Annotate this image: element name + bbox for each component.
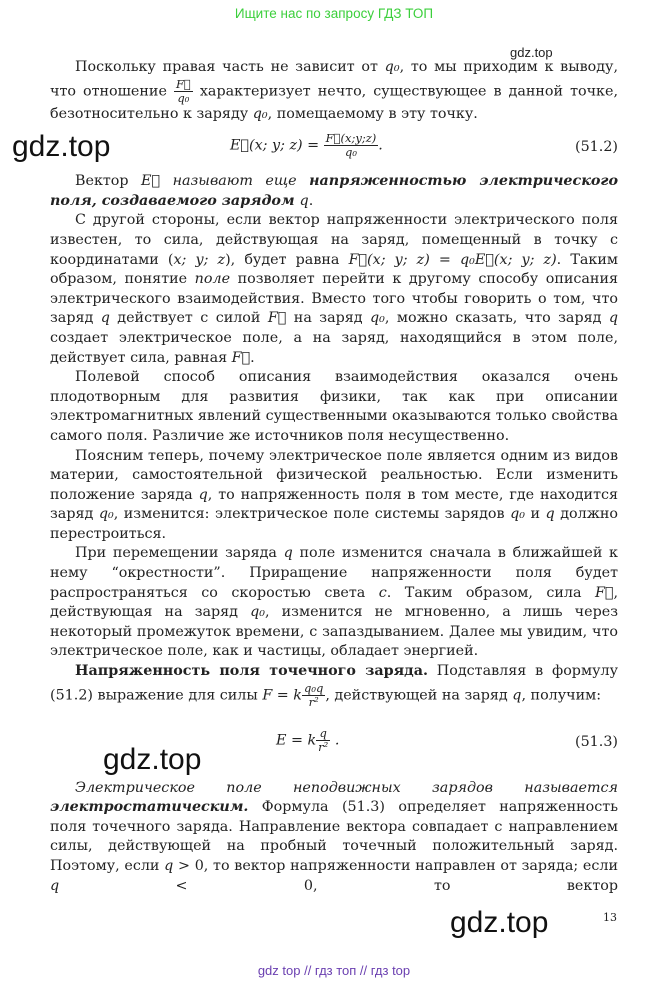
math-symbol: c [378, 584, 387, 601]
paragraph [50, 662, 618, 709]
footer-watermark: gdz top // гдз топ // гдз top [257, 963, 411, 978]
math-symbol: q₀ [98, 506, 114, 523]
paragraph [50, 447, 618, 545]
paragraph [50, 58, 618, 124]
text-run: Формула (51.3) определяет напряженность поля точечного заряда. Направление вектора совпадает с направлением силы, действующей на пробный точечный положительный заряд. Поэтому, если [50, 799, 618, 874]
text-run: < 0, то вектор [59, 877, 618, 894]
paragraph [50, 172, 618, 211]
italic-text: называют еще [172, 173, 310, 190]
math-symbol: F = k [262, 687, 302, 704]
math-symbol: F⃗ [231, 349, 251, 366]
fraction-denominator: q₀ [177, 90, 190, 105]
math-symbol: q [50, 877, 60, 894]
text-run: , получим: [521, 687, 602, 704]
math-symbol: q [608, 310, 619, 327]
fraction-numerator: q₀q [303, 680, 324, 695]
text-run: С другой стороны, если вектор напряженности электрического поля известен, то сила, действующая на заряд, помещенный в точку с координатами ( [50, 212, 618, 268]
text-run: должно перестроиться. [50, 506, 618, 542]
text-run: Вектор [75, 173, 142, 190]
fraction-denominator: q₀ [344, 145, 357, 160]
text-run: ), будет равна [225, 251, 349, 268]
text-run: , помещаемому в эту точку. [267, 105, 478, 122]
text-run: на заряд [286, 310, 370, 327]
math-symbol: q₀ [250, 604, 265, 621]
section-heading: Напряженность поля точечного заряда. [75, 663, 428, 680]
term-bold-italic: напряженностью электрического поля, создаваемого зарядом [50, 173, 618, 209]
text-run: . Таким образом, сила [386, 584, 595, 601]
text-run: , действующая на заряд [50, 584, 618, 621]
text-run: . [250, 349, 255, 366]
paragraph [50, 211, 618, 368]
math-symbol: q [512, 687, 522, 704]
page-body [50, 58, 618, 896]
math-symbol: q₀ [252, 105, 268, 122]
fraction-numerator: F⃗ [175, 76, 191, 91]
fraction-numerator: q [316, 727, 330, 741]
math-symbol: q [198, 486, 208, 503]
paragraph [50, 779, 618, 897]
math-symbol: q [283, 545, 293, 562]
equation-body [230, 132, 383, 159]
math-symbol: q₀ [384, 59, 400, 75]
page-number: 13 [603, 911, 617, 924]
text-run: > 0, то вектор напряженности направлен от заряда; если [173, 858, 618, 874]
math-symbol: q [299, 192, 309, 209]
fraction-denominator: r² [308, 694, 319, 709]
text-run: . [308, 192, 314, 209]
math-symbol: q [100, 310, 110, 327]
paragraph [50, 544, 618, 662]
text-run: характеризует нечто, существующее в данной точке, безотносительно к заряду [50, 83, 619, 122]
fraction-numerator: F⃗(x;y;z) [325, 131, 377, 146]
math-symbol: F⃗ [594, 584, 614, 601]
text-run: и [524, 506, 546, 523]
equation-lhs: E = k [276, 732, 317, 749]
equation-tail: . [330, 732, 340, 749]
equation-eq512 [50, 124, 618, 170]
math-symbol: q₀ [370, 310, 385, 327]
text-run: Поскольку правая часть не зависит от [75, 59, 385, 75]
text-run: Полевой способ описания взаимодействия оказался очень плодотворным для развития физики, так как при описании электромагнитных явлений существенными оказываются только свойства самого поля. Различие же источников поля несущественно. [50, 369, 618, 444]
text-run: , можно сказать, что заряд [384, 310, 609, 327]
text-run: При перемещении заряда [75, 545, 284, 562]
text-run: действует с силой [109, 310, 268, 327]
math-symbol: E⃗ [141, 173, 161, 190]
term-bold-italic: электростатическим. [50, 799, 249, 816]
text-run: создает электрическое поле, а на заряд, находящийся в этом поле, действует сила, равная [50, 329, 618, 366]
equation-eq513 [50, 709, 618, 779]
math-symbol: q [164, 858, 174, 874]
text-run: поле изменится сначала в ближайшей к нему “окрестности”. Приращение напряженности поля будет распространяться со скоростью света [50, 545, 618, 601]
search-hint-watermark: Ищите нас по запросу ГДЗ ТОП [234, 6, 434, 21]
text-run: , изменится: электрическое поле системы зарядов [113, 506, 511, 523]
site-watermark: gdz.top [103, 743, 202, 776]
inline-fraction [174, 78, 193, 105]
equation-tail: . [378, 137, 383, 154]
equation-fraction [316, 727, 330, 754]
text-run: . Таким образом, понятие [50, 251, 618, 288]
equation-body [276, 727, 339, 754]
math-symbol: F⃗ [267, 310, 287, 327]
text-run: , действующей на заряд [325, 687, 513, 704]
math-symbol: q₀ [510, 506, 525, 523]
equation-number: (51.2) [575, 139, 618, 156]
text-run: , то напряженность поля в том месте, где находится заряд [50, 486, 618, 523]
italic-text: Электрическое поле неподвижных зарядов называется [75, 779, 618, 796]
inline-fraction [302, 682, 325, 709]
site-watermark: gdz.top [450, 906, 549, 939]
equation-number: (51.3) [575, 733, 618, 750]
text-run: , изменится не мгновенно, а лишь через некоторый промежуток времени, с запаздыванием. Далее мы увидим, что электрическое поле, как и частицы, обладает энергией. [50, 604, 618, 660]
text-run [160, 173, 172, 189]
italic-text: поле [194, 271, 231, 288]
site-watermark-small: gdz.top [510, 45, 553, 60]
math-symbol: F⃗(x; y; z) = q₀E⃗(x; y; z) [348, 251, 557, 268]
text-run: Подставляя в формулу (51.2) выражение для силы [50, 663, 618, 704]
paragraph [50, 368, 618, 446]
equation-lhs: E⃗(x; y; z) = [230, 137, 324, 154]
site-watermark: gdz.top [12, 130, 111, 163]
math-symbol: q [545, 506, 555, 523]
math-symbol: x; y; z [173, 251, 226, 268]
text-run: позволяет перейти к другому способу описания электрического взаимодействия. Вместо того чтобы говорить о том, что заряд [50, 271, 618, 327]
text-run: Поясним теперь, почему электрическое поле является одним из видов материи, самостоятельной физической реальностью. Если изменить положение заряда [50, 447, 618, 503]
fraction-denominator: r² [318, 739, 329, 754]
equation-fraction [324, 132, 379, 159]
text-run: , то мы приходим к выводу, что отношение [50, 59, 618, 100]
